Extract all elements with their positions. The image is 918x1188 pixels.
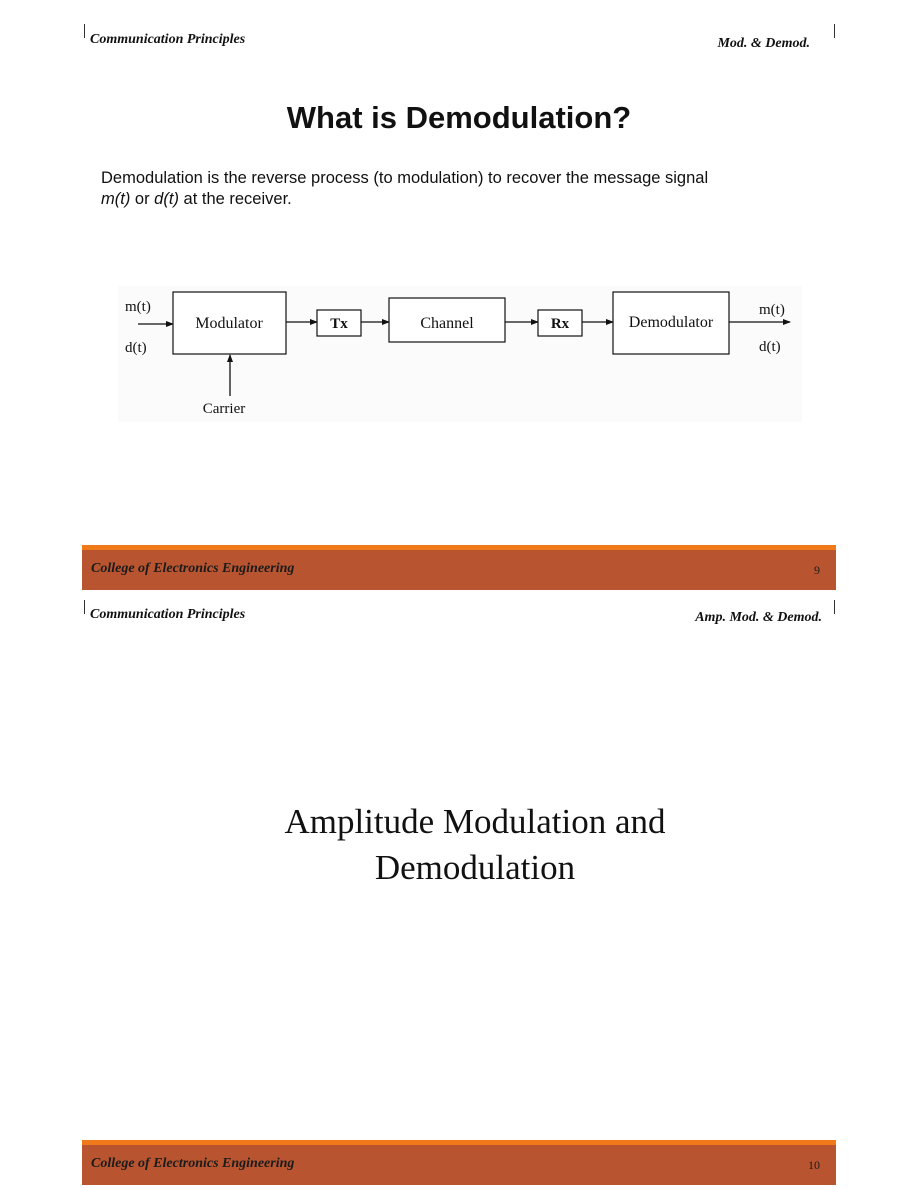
body-symbol-m: m xyxy=(101,190,115,208)
footer-band xyxy=(82,1140,836,1185)
modulator-label: Modulator xyxy=(195,315,263,332)
header-course-title: Communication Principles xyxy=(90,32,246,47)
header-course-title: Communication Principles xyxy=(90,607,246,622)
diagram-input-d: d(t) xyxy=(125,340,147,356)
header-section-title: Mod. & Demod. xyxy=(717,36,810,51)
header-tick-right xyxy=(834,24,835,38)
carrier-label: Carrier xyxy=(202,401,246,417)
footer-band xyxy=(82,545,836,590)
body-paragraph xyxy=(101,168,831,210)
section-title xyxy=(0,799,918,891)
section-title-line2: Demodulation xyxy=(374,848,576,887)
header-tick-left xyxy=(84,600,85,614)
section-title-line1: Amplitude Modulation and xyxy=(284,802,666,841)
diagram-output-d: d(t) xyxy=(759,339,781,355)
header-tick-right xyxy=(834,600,835,614)
demodulator-label: Demodulator xyxy=(628,314,714,331)
body-symbol-t2: (t) xyxy=(163,190,179,208)
channel-label: Channel xyxy=(420,315,474,332)
diagram-output-m: m(t) xyxy=(759,302,785,318)
body-text-intro: Demodulation is the reverse process (to modulation) to recover the message signal xyxy=(101,169,709,187)
tx-label: Tx xyxy=(330,316,348,332)
slide-page-10 xyxy=(0,594,918,1188)
body-text-or: or xyxy=(130,190,155,208)
page-number: 10 xyxy=(808,1158,820,1172)
header-section-title: Amp. Mod. & Demod. xyxy=(695,610,822,625)
diagram-input-m: m(t) xyxy=(125,299,151,315)
page-title: What is Demodulation? xyxy=(286,100,632,135)
header-tick-left xyxy=(84,24,85,38)
footer-college: College of Electronics Engineering xyxy=(91,1156,295,1171)
body-symbol-t: (t) xyxy=(114,190,131,208)
footer-college: College of Electronics Engineering xyxy=(91,561,295,576)
page-number: 9 xyxy=(814,563,820,577)
block-diagram xyxy=(118,286,802,422)
body-text-end: at the receiver. xyxy=(178,190,292,208)
rx-label: Rx xyxy=(550,316,570,332)
body-symbol-d: d xyxy=(154,190,164,208)
